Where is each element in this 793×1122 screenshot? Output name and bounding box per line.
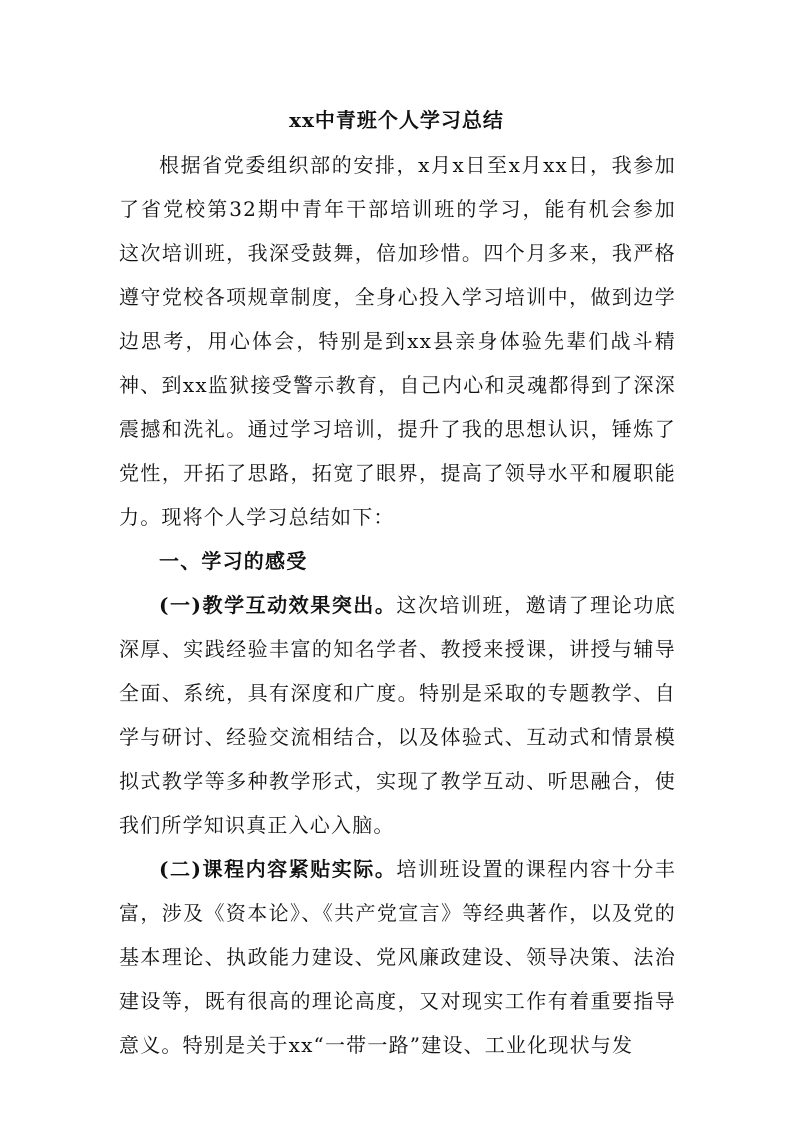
paragraph-course-content <box>119 847 676 1067</box>
paragraph-text: 培训班设置的课程内容十分丰富，涉及《资本论》、《共产党宣言》等经典著作，以及党的基本理论、执政能力建设、党风廉政建设、领导决策、法治建设等，既有很高的理论高度，又对现实工作有着重要指导意义。特别是关于xx“一带一路”建设、工业化现状与发 <box>119 857 676 1057</box>
paragraph-teaching-interaction <box>119 583 676 847</box>
document-title: xx中青班个人学习总结 <box>289 108 504 132</box>
intro-paragraph: 根据省党委组织部的安排，x月x日至x月xx日，我参加了省党校第32期中青年干部培训班的学习，能有机会参加这次培训班，我深受鼓舞，倍加珍惜。四个月多来，我严格遵守党校各项规章制度，全身心投入学习培训中，做到边学边思考，用心体会，特别是到xx县亲身体验先辈们战斗精神、到xx监狱接受警示教育，自己内心和灵魂都得到了深深震撼和洗礼。通过学习培训，提升了我的思想认识，锤炼了党性，开拓了思路，拓宽了眼界，提高了领导水平和履职能力。现将个人学习总结如下： <box>119 153 676 529</box>
paragraph-lead: (一)教学互动效果突出。 <box>159 593 397 617</box>
document-body <box>119 143 676 1067</box>
section-heading: 一、学习的感受 <box>159 549 308 573</box>
paragraph-lead: (二)课程内容紧贴实际。 <box>159 857 397 881</box>
paragraph-text: 这次培训班，邀请了理论功底深厚、实践经验丰富的知名学者、教授来授课，讲授与辅导全面、系统，具有深度和广度。特别是采取的专题教学、自学与研讨、经验交流相结合，以及体验式、互动式和情景模拟式教学等多种教学形式，实现了教学互动、听思融合，使我们所学知识真正入心入脑。 <box>119 593 676 837</box>
